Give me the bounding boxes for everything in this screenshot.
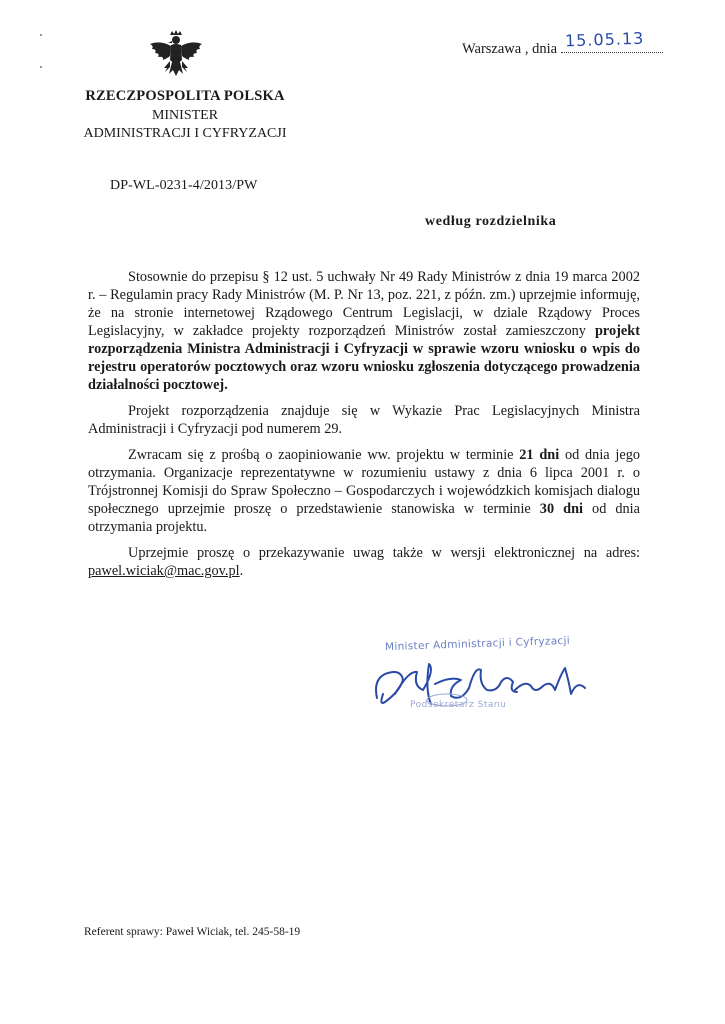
reference-number: DP-WL-0231-4/2013/PW	[110, 178, 258, 193]
paragraph-2	[88, 402, 640, 438]
paragraph-2-text: Projekt rozporządzenia znajduje się w Wykazie Prac Legislacyjnych Ministra Administracji i Cyfryzacji pod numerem 29.	[88, 403, 640, 437]
paragraph-3	[88, 446, 640, 536]
referent-line: Referent sprawy: Paweł Wiciak, tel. 245-58-19	[84, 926, 301, 938]
deadline-30-days: 30 dni	[539, 501, 584, 517]
stamp-text: Minister Administracji i Cyfryzacji	[384, 634, 571, 654]
signature-block	[365, 636, 605, 726]
minister-title: MINISTER	[151, 108, 219, 123]
country-name: RZECZPOSPOLITA POLSKA	[85, 88, 285, 104]
letter-body	[88, 268, 640, 588]
project-title: projekt rozporządzenia Ministra Administracji i Cyfryzacji w sprawie wzoru wniosku o wpis do rejestru operatorów pocztowych oraz wzoru wniosku zgłoszenia dotyczącego prowadzenia działalności pocztowej.	[88, 323, 640, 393]
handwritten-date: 15.05.13	[564, 28, 645, 51]
paragraph-3-text: Zwracam się z prośbą o zaopiniowanie ww. projektu w terminie	[128, 447, 520, 463]
paragraph-4-text: Uprzejmie proszę o przekazywanie uwag także w wersji elektronicznej na adres:	[128, 545, 640, 561]
paragraph-1-text: Stosownie do przepisu § 12 ust. 5 uchwały Nr 49 Rady Ministrów z dnia 19 marca 2002 r. – Regulamin pracy Rady Ministrów (M. P. Nr 13, poz. 221, z późn. zm.) uprzejmie informuję, że na stronie internetowej Rządowego Centrum Legislacji, w dziale Rządowy Proces Legislacyjny, w zakładce projekty rozporządzeń Ministrów został zamieszczony	[88, 269, 640, 339]
paragraph-3-text: od dnia jego otrzymania. Organizacje reprezentatywne w rozumieniu ustawy z dnia 6 lipca 2001 r. o Trójstronnej Komisji do Spraw Społeczno – Gospodarczych i wojewódzkich komisjach dialogu społecznego uprzejmie proszę o przedstawienie stanowiska w terminie	[88, 447, 641, 517]
date-field	[561, 28, 663, 53]
paragraph-4	[88, 544, 640, 580]
paragraph-1	[88, 268, 640, 394]
place-date-line	[462, 28, 663, 58]
addressee: według rozdzielnika	[425, 214, 557, 229]
email-link[interactable]: pawel.wiciak@mac.gov.pl	[88, 563, 240, 579]
polish-eagle-emblem-icon	[148, 30, 204, 86]
deadline-21-days: 21 dni	[519, 447, 560, 463]
ministry-name: ADMINISTRACJI I CYFRYZACJI	[83, 126, 287, 141]
place-label: Warszawa , dnia	[462, 41, 558, 57]
paragraph-4-end: .	[239, 563, 244, 579]
paragraph-3-text: od dnia otrzymania projektu.	[88, 501, 640, 535]
scan-mark	[40, 66, 42, 68]
scan-mark	[40, 34, 42, 36]
stamp-subtext: Podsekretarz Stanu	[410, 700, 507, 710]
